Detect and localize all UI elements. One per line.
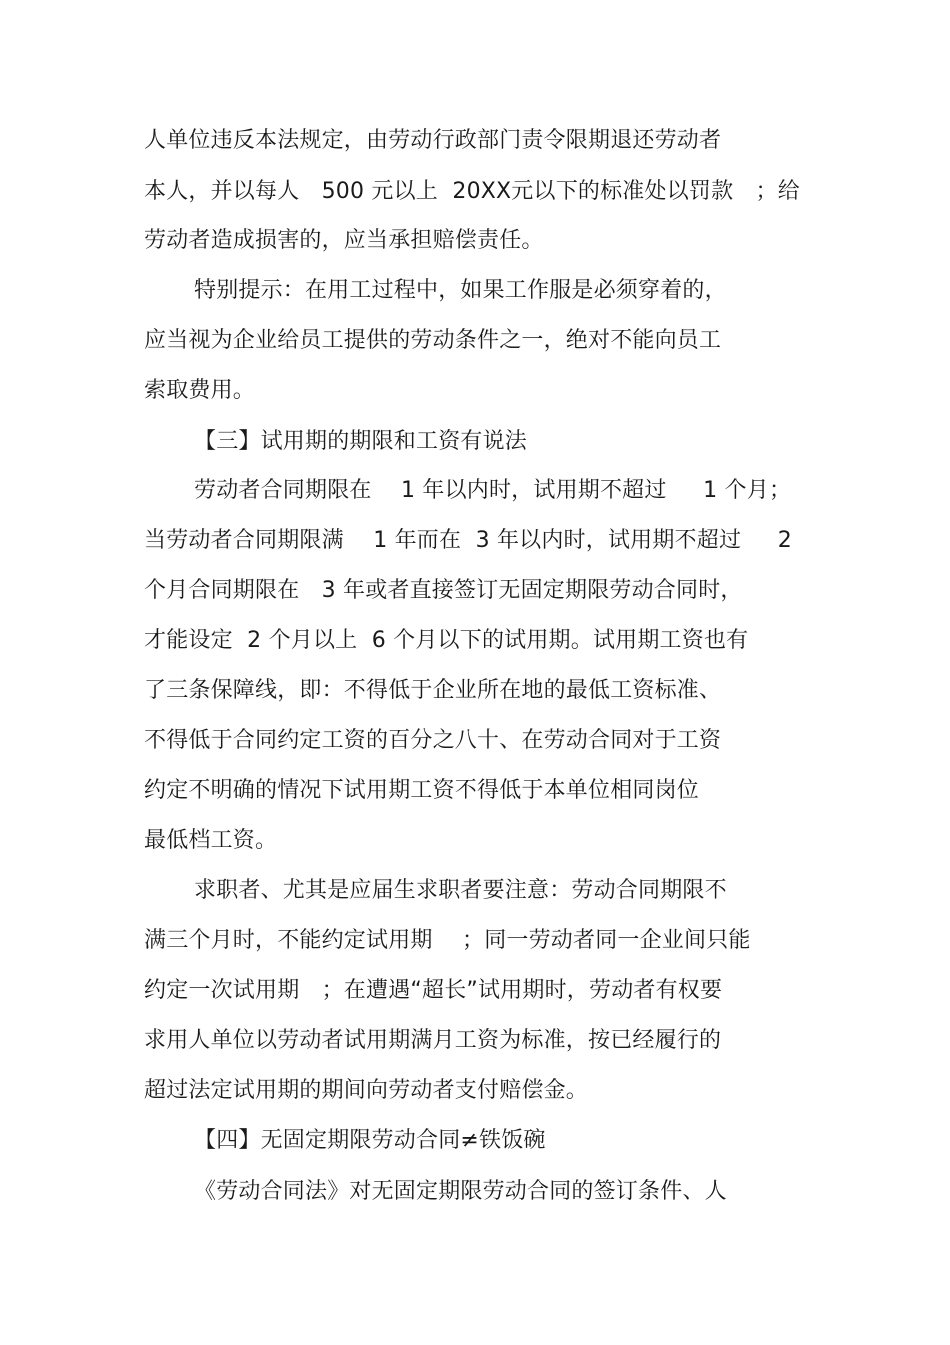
- section-heading: 【三】试用期的期限和工资有说法: [194, 429, 528, 454]
- section-heading: 【四】无固定期限劳动合同≠铁饭碗: [194, 1128, 546, 1153]
- text-line: 超过法定试用期的期间向劳动者支付赔偿金。: [144, 1078, 589, 1103]
- text-line: 约定不明确的情况下试用期工资不得低于本单位相同岗位: [144, 778, 700, 803]
- text-line: 最低档工资。: [144, 828, 278, 853]
- text-line: 索取费用。: [144, 378, 256, 403]
- text-line: 当劳动者合同期限满 1 年而在 3 年以内时，试用期不超过 2: [144, 528, 792, 553]
- text-line: 本人，并以每人 500 元以上 20XX元以下的标准处以罚款 ；给: [144, 179, 800, 204]
- text-line: 应当视为企业给员工提供的劳动条件之一，绝对不能向员工: [144, 328, 722, 353]
- text-line: 劳动者造成损害的，应当承担赔偿责任。: [144, 228, 544, 253]
- text-line: 不得低于合同约定工资的百分之八十、在劳动合同对于工资: [144, 728, 722, 753]
- text-line: 求用人单位以劳动者试用期满月工资为标准，按已经履行的: [144, 1028, 722, 1053]
- paragraph-first-line: 求职者、尤其是应届生求职者要注意：劳动合同期限不: [194, 878, 727, 903]
- paragraph-first-line: 《劳动合同法》对无固定期限劳动合同的签订条件、人: [194, 1179, 727, 1204]
- text-line: 约定一次试用期 ；在遭遇“超长”试用期时，劳动者有权要: [144, 978, 723, 1003]
- text-line: 人单位违反本法规定，由劳动行政部门责令限期退还劳动者: [144, 128, 722, 153]
- text-line: 了三条保障线，即：不得低于企业所在地的最低工资标准、: [144, 678, 722, 703]
- text-line: 个月合同期限在 3 年或者直接签订无固定期限劳动合同时，: [144, 578, 743, 603]
- paragraph-first-line: 劳动者合同期限在 1 年以内时，试用期不超过 1 个月；: [194, 478, 792, 503]
- text-line: 才能设定 2 个月以上 6 个月以下的试用期。试用期工资也有: [144, 628, 749, 653]
- paragraph-first-line: 特别提示：在用工过程中，如果工作服是必须穿着的，: [194, 278, 727, 303]
- text-line: 满三个月时，不能约定试用期 ；同一劳动者同一企业间只能: [144, 928, 751, 953]
